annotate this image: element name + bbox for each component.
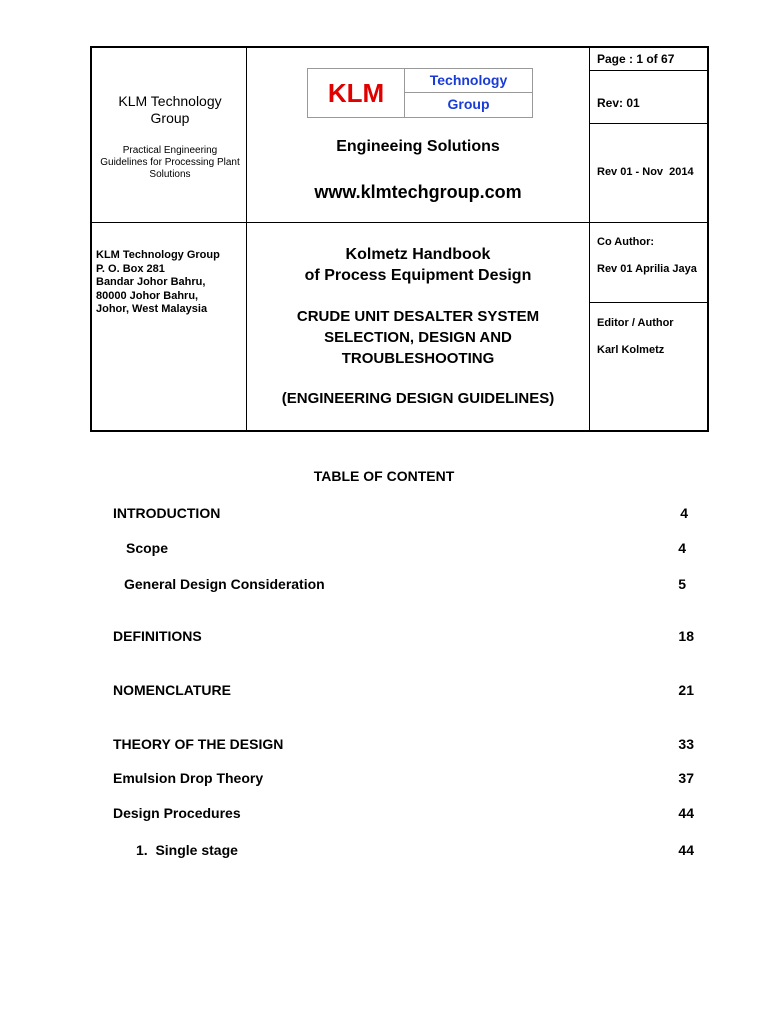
toc-entry-page: 44	[678, 842, 694, 858]
co-author: Rev 01 Aprilia Jaya	[597, 263, 697, 275]
toc-entry-page: 33	[678, 736, 694, 752]
editor: Karl Kolmetz	[597, 344, 665, 356]
toc-entry-label: DEFINITIONS	[113, 628, 202, 644]
toc-entry-label: Scope	[126, 540, 169, 556]
toc-entry-page: 4	[680, 505, 688, 521]
page-number: Page : 1 of 67	[597, 52, 675, 66]
address-line: Johor, West Malaysia	[96, 303, 208, 315]
header-divider	[589, 123, 707, 124]
toc-entry-page: 37	[678, 770, 694, 786]
header-divider	[246, 48, 247, 430]
toc-entry-label: NOMENCLATURE	[113, 682, 231, 698]
toc-entry-page: 18	[678, 628, 694, 644]
document-subtitle: (ENGINEERING DESIGN GUIDELINES)	[281, 390, 555, 407]
document-title-line: TROUBLESHOOTING	[341, 350, 495, 367]
handbook-title	[247, 244, 589, 286]
toc-entry-label: 1. Single stage	[136, 842, 238, 858]
handbook-line: Kolmetz Handbook	[345, 246, 491, 263]
toc-entry-page: 4	[678, 540, 686, 556]
toc-entry-label: INTRODUCTION	[113, 505, 221, 521]
co-author-label: Co Author:	[597, 236, 655, 248]
logo-group-text: Group	[447, 96, 490, 112]
toc-entry-label: THEORY OF THE DESIGN	[113, 736, 284, 752]
address-line: P. O. Box 281	[96, 262, 165, 275]
handbook-line: of Process Equipment Design	[304, 267, 532, 284]
address-line: 80000 Johor Bahru,	[96, 289, 199, 302]
document-title	[247, 306, 589, 369]
editor-label: Editor / Author	[597, 317, 674, 329]
header-divider	[589, 48, 590, 430]
address-line: KLM Technology Group	[96, 249, 220, 261]
toc-entry-label: General Design Consideration	[124, 576, 325, 592]
revision-date: Rev 01 - Nov 2014	[597, 166, 694, 178]
website: www.klmtechgroup.com	[314, 182, 522, 202]
document-title-line: CRUDE UNIT DESALTER SYSTEM	[296, 308, 540, 325]
logo-divider	[404, 92, 532, 93]
header-divider	[589, 70, 707, 71]
toc-entry-label: Design Procedures	[113, 805, 241, 821]
logo-klm-text: KLM	[327, 78, 385, 108]
klm-logo	[307, 68, 533, 118]
company-name: KLM Technology Group	[118, 93, 222, 126]
document-title-line: SELECTION, DESIGN AND	[324, 329, 512, 346]
company-tagline: Practical Engineering Guidelines for Processing Plant Solutions	[100, 145, 240, 180]
company-address	[96, 249, 220, 317]
toc-entry-page: 21	[678, 682, 694, 698]
toc-entry-label: Emulsion Drop Theory	[113, 770, 264, 786]
address-line: Bandar Johor Bahru,	[96, 276, 206, 288]
document-header-table	[90, 46, 709, 432]
toc-entry-page: 5	[678, 576, 686, 592]
revision: Rev: 01	[597, 96, 640, 110]
toc-entry-page: 44	[678, 805, 694, 821]
logo-technology-text: Technology	[429, 72, 508, 88]
slogan: Engineeing Solutions	[336, 138, 500, 155]
header-divider	[589, 302, 707, 303]
header-divider	[92, 222, 707, 223]
toc-heading: TABLE OF CONTENT	[313, 468, 455, 484]
